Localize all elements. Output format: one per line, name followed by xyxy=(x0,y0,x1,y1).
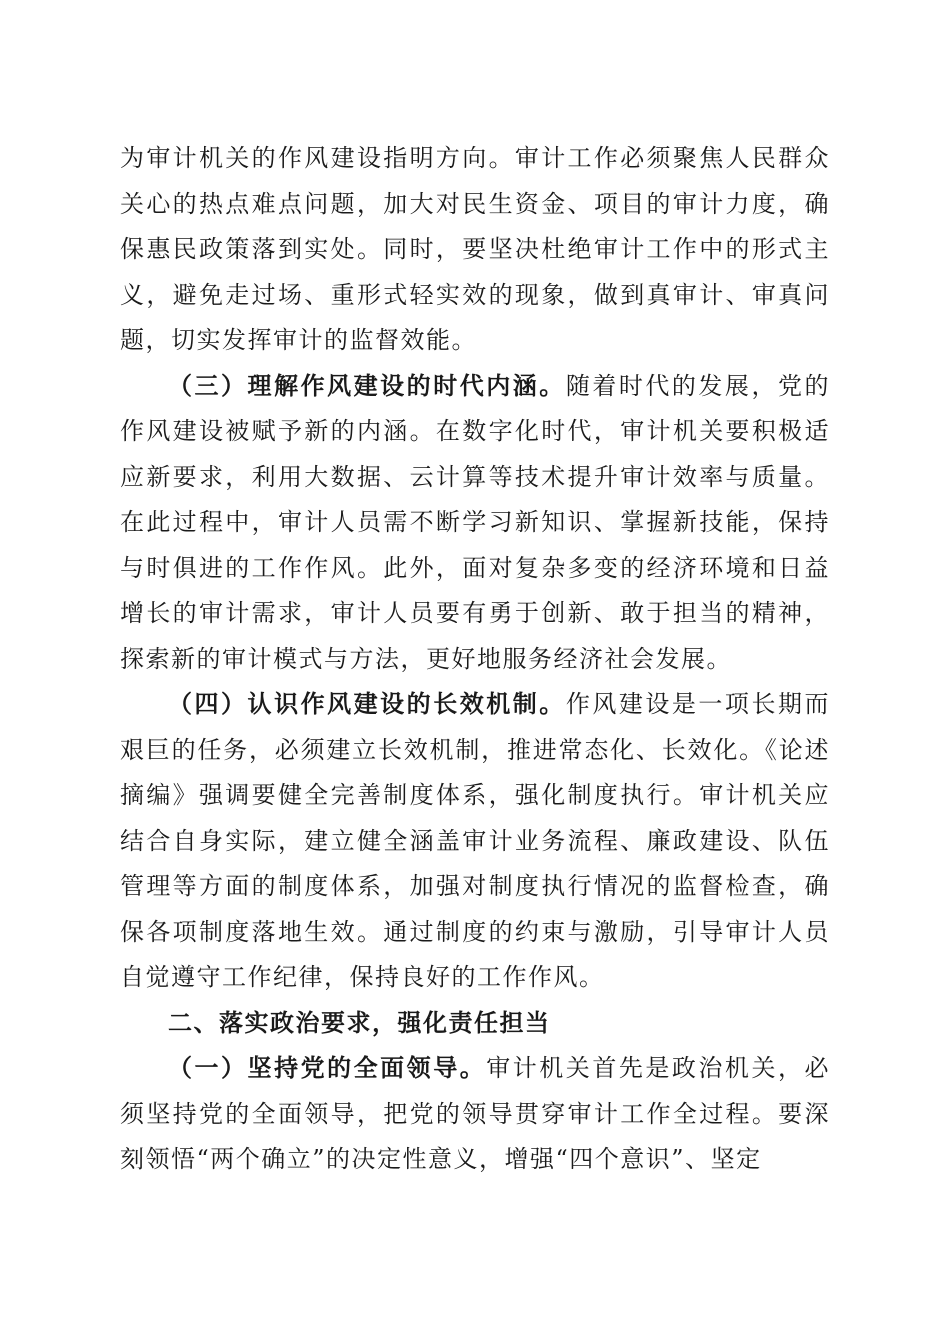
paragraph-text: 作风建设是一项长期而艰巨的任务，必须建立长效机制，推进常态化、长效化。《论述摘编》强调要健全完善制度体系，强化制度执行。审计机关应结合自身实际，建立健全涵盖审计业务流程、廉政建设、队伍管理等方面的制度体系，加强对制度执行情况的监督检查，确保各项制度落地生效。通过制度的约束与激励，引导审计人员自觉遵守工作纪律，保持良好的工作作风。 xyxy=(120,690,830,991)
paragraph-lead: （三）理解作风建设的时代内涵。 xyxy=(168,371,566,400)
paragraph-text: 审计机关首先是政治机关，必须坚持党的全面领导，把党的领导贯穿审计工作全过程。要深刻领悟“两个确立”的决定性意义，增强“四个意识”、坚定 xyxy=(120,1054,830,1173)
paragraph-section-three xyxy=(120,364,830,683)
paragraph-lead: （一）坚持党的全面领导。 xyxy=(168,1054,487,1082)
paragraph-section-four xyxy=(120,682,830,1001)
document-body xyxy=(120,136,830,1183)
paragraph-continuation xyxy=(120,136,830,364)
paragraph-text: 随着时代的发展，党的作风建设被赋予新的内涵。在数字化时代，审计机关要积极适应新要求，利用大数据、云计算等技术提升审计效率与质量。在此过程中，审计人员需不断学习新知识、掌握新技能，保持与时俱进的工作作风。此外，面对复杂多变的经济环境和日益增长的审计需求，审计人员要有勇于创新、敢于担当的精神，探索新的审计模式与方法，更好地服务经济社会发展。 xyxy=(120,371,830,673)
paragraph-subsection-one xyxy=(120,1046,830,1183)
paragraph-text: 为审计机关的作风建设指明方向。审计工作必须聚焦人民群众关心的热点难点问题，加大对民生资金、项目的审计力度，确保惠民政策落到实处。同时，要坚决杜绝审计工作中的形式主义，避免走过场、重形式轻实效的现象，做到真审计、审真问题，切实发挥审计的监督效能。 xyxy=(120,144,830,354)
paragraph-lead: （四）认识作风建设的长效机制。 xyxy=(168,690,566,718)
section-heading: 二、落实政治要求，强化责任担当 xyxy=(168,1008,551,1037)
